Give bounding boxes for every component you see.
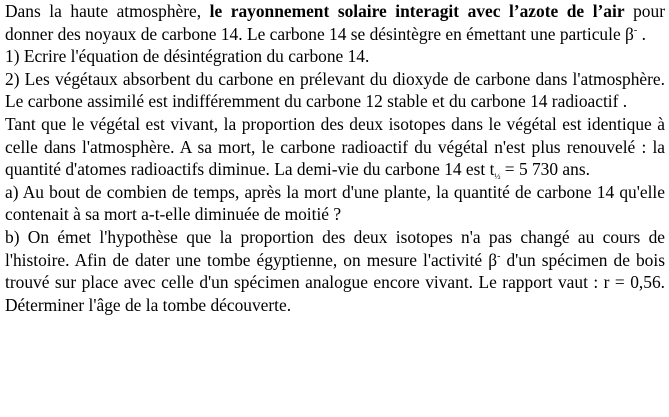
intro-text: Dans la haute atmosphère, — [5, 1, 210, 21]
beta-minus-superscript: - — [633, 24, 638, 36]
question-b — [5, 226, 665, 316]
question-b-text-continued: d'un spécimen de bois trouvé sur place avec celle d'un spécimen analogue encore vivant. Le rapport vaut : r = 0,56. Déterminer l'âge de la tombe découverte. — [5, 249, 665, 315]
question-1: 1) Ecrire l'équation de désintégration du carbone 14. — [5, 46, 370, 67]
context-paragraph — [5, 113, 665, 181]
question-b-text: b) On émet l'hypothèse que la proportion des deux isotopes n'a pas changé au cours de l'histoire. Afin de dater une tombe égyptienne, on mesure l'activité β — [5, 226, 665, 270]
beta-minus-superscript-b: - — [497, 250, 501, 262]
intro-text-continued: pour donner des noyaux de carbone 14. Le carbone 14 se désintègre en émettant une particule β — [5, 1, 665, 44]
question-2: 2) Les végétaux absorbent du carbone en prélevant du dioxyde de carbone dans l'atmosphère. Le carbone assimilé est indifféremment du carbone 12 stable et du carbone 14 radioactif . — [5, 68, 665, 112]
intro-bold-text: le rayonnement solaire interagit avec l’azote de l’air — [209, 1, 625, 21]
intro-paragraph — [5, 0, 665, 45]
question-a: a) Au bout de combien de temps, après la mort d'une plante, la quantité de carbone 14 qu'elle contenait à sa mort a-t-elle diminuée de moitié ? — [5, 181, 665, 225]
half-life-subscript: ½ — [494, 172, 501, 182]
context-text: Tant que le végétal est vivant, la proportion des deux isotopes dans le végétal est identique à celle dans l'atmosphère. A sa mort, le carbone radioactif du végétal n'est plus renouvelé : la quantité d'atomes radioactifs diminue. La demi-vie du carbone 14 est t — [5, 113, 665, 180]
intro-text-end: . — [637, 23, 646, 44]
half-life-value: = 5 730 ans. — [500, 159, 590, 180]
